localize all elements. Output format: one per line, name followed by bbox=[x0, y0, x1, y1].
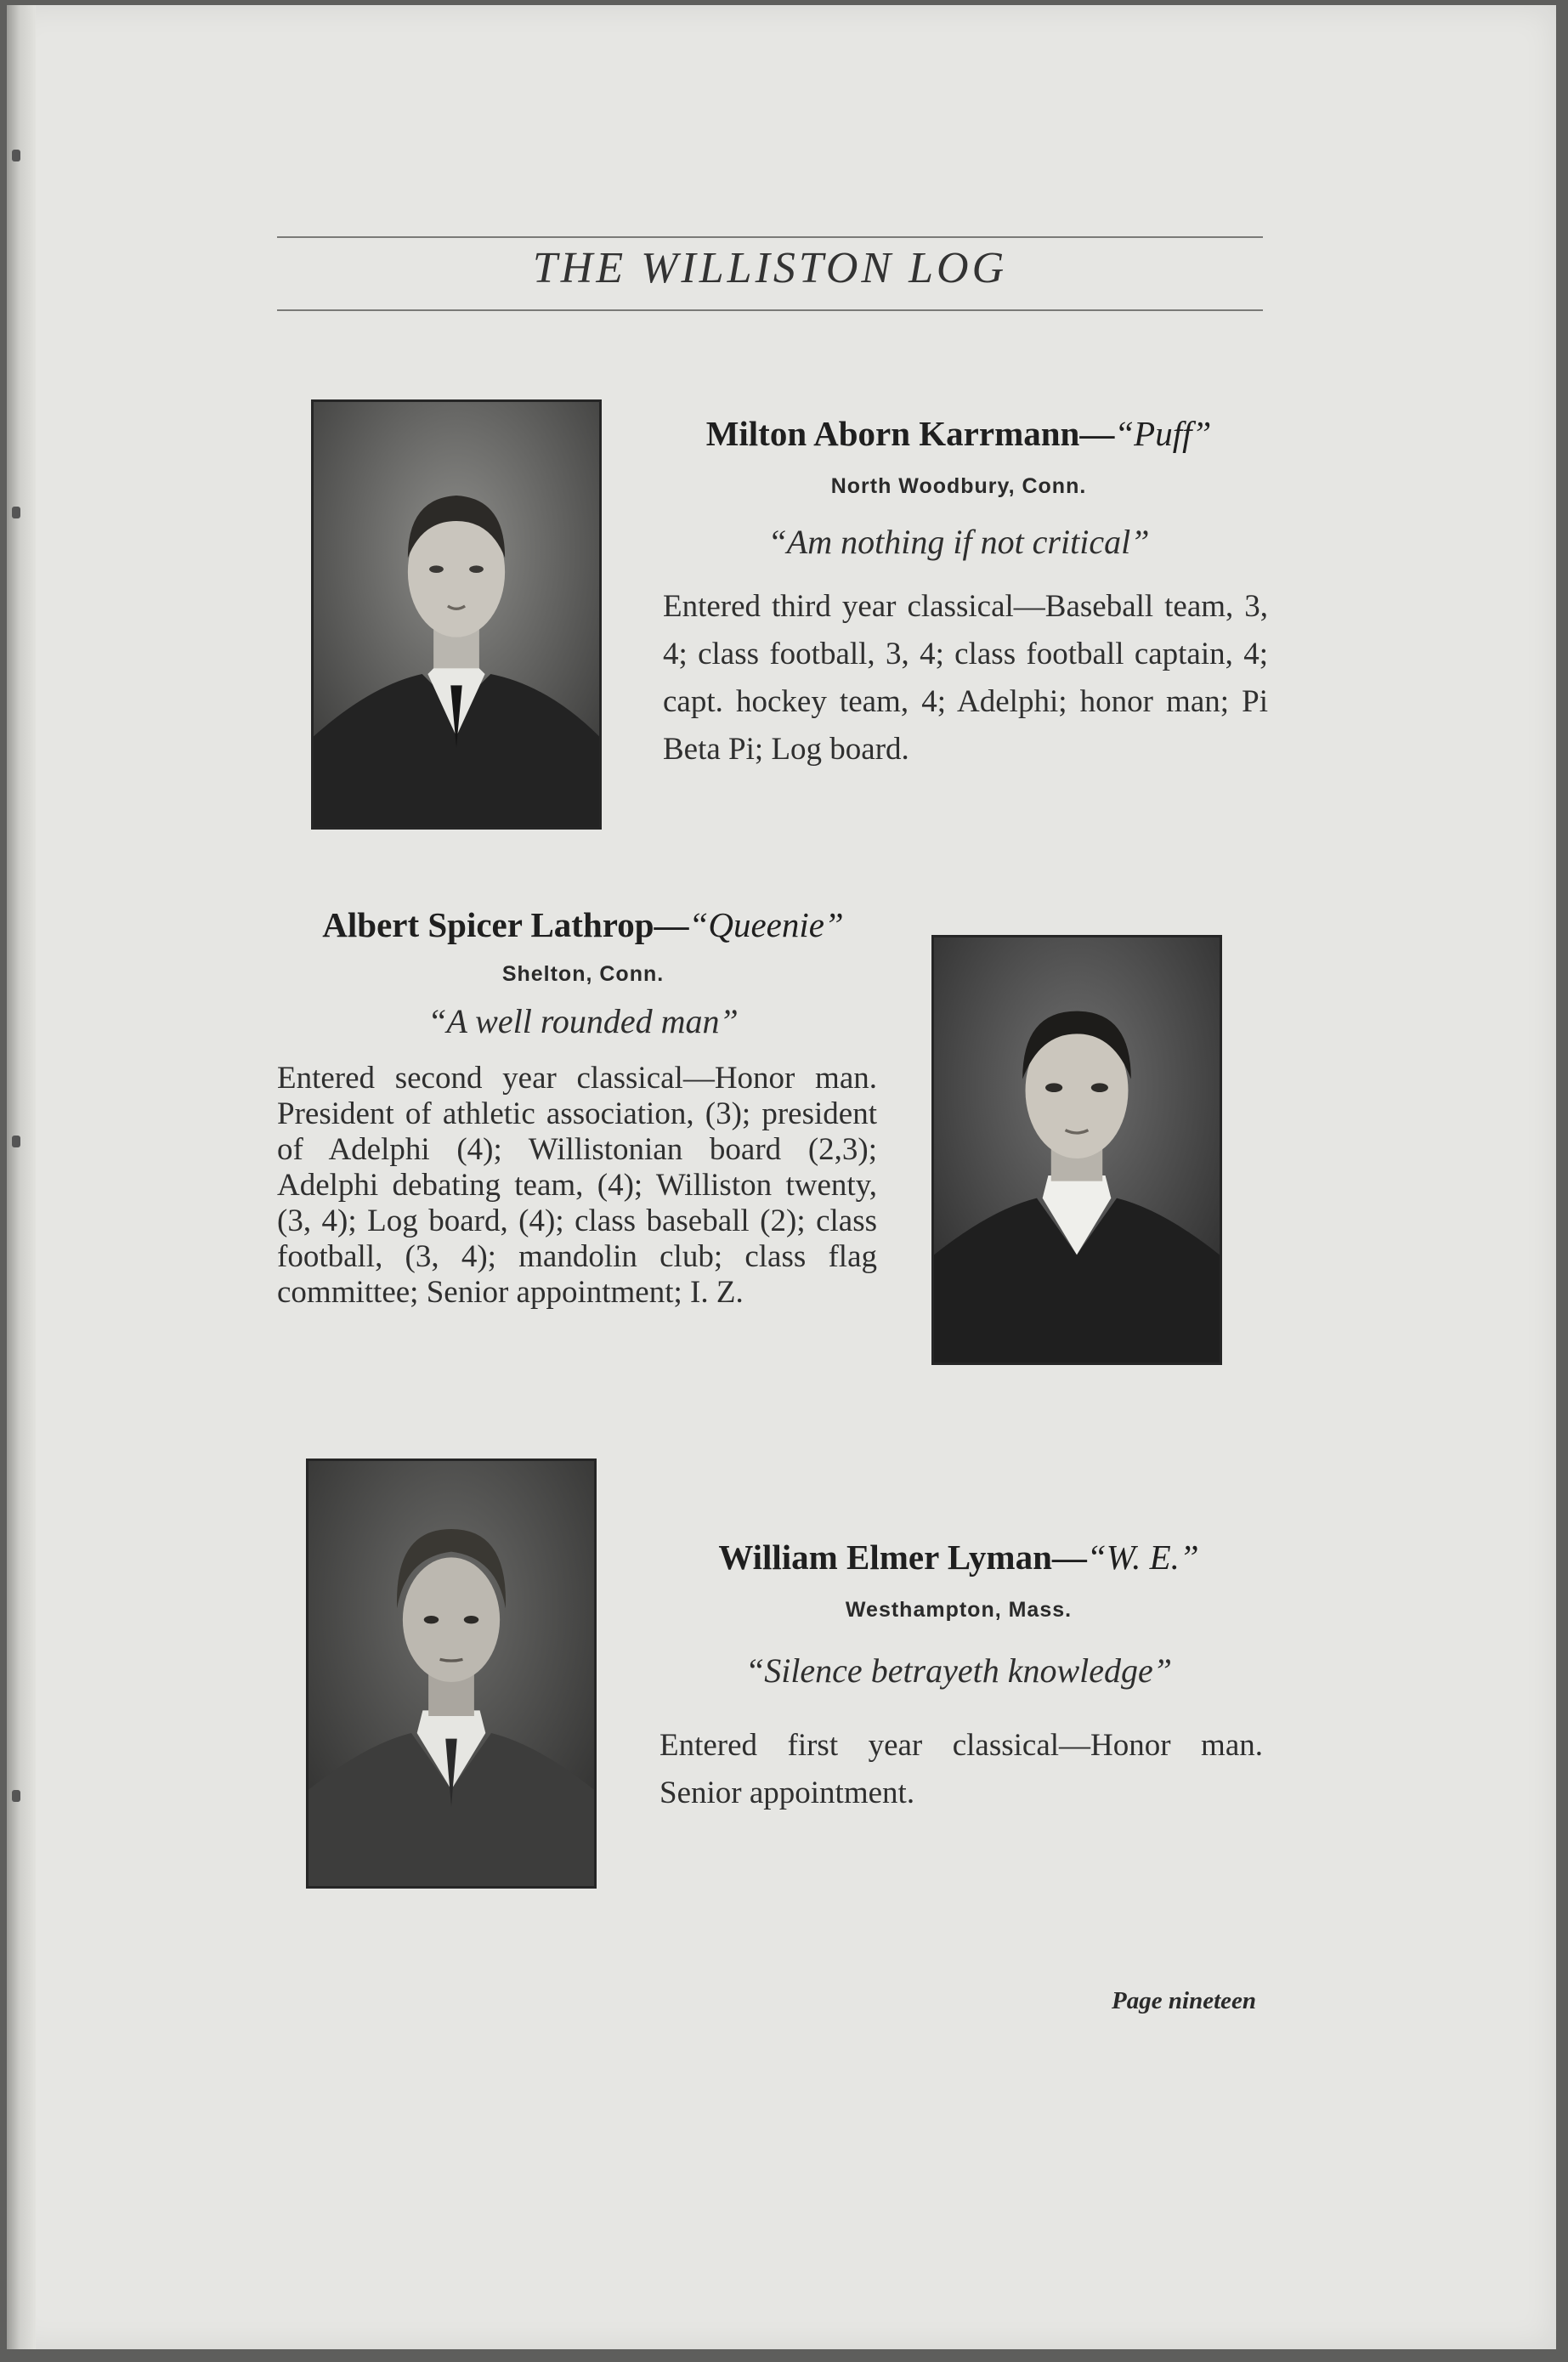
student-hometown: Shelton, Conn. bbox=[501, 962, 665, 986]
portrait-photo-lyman bbox=[306, 1459, 597, 1889]
page-number: Page nineteen bbox=[1112, 1987, 1256, 2014]
entry-name-line bbox=[653, 413, 1265, 454]
yearbook-page bbox=[7, 5, 1556, 2349]
binding-stitch bbox=[12, 150, 20, 161]
student-bio: Entered second year classical—Honor man. President of athletic association, (3); president of Adelphi (4); Willistonian board (2,3); Adelphi debating team, (4); Williston twenty, (3, 4); Log board, (4); class baseball (2); class football, (3, 4); mandolin club; class flag committee; Senior appointment; I. Z. bbox=[277, 1061, 877, 1310]
student-hometown: North Woodbury, Conn. bbox=[830, 474, 1087, 498]
binding-stitch bbox=[12, 507, 20, 518]
student-motto: “A well rounded man” bbox=[427, 1002, 739, 1040]
student-name: Milton Aborn Karrmann bbox=[705, 414, 1080, 453]
student-name: William Elmer Lyman bbox=[718, 1538, 1052, 1577]
header-top-rule bbox=[277, 236, 1263, 238]
portrait-photo-karrmann bbox=[311, 399, 602, 830]
student-nickname: “Puff” bbox=[1114, 414, 1212, 453]
student-motto: “Silence betrayeth knowledge” bbox=[744, 1651, 1173, 1690]
entry-name-line bbox=[653, 1537, 1265, 1577]
name-dash: — bbox=[654, 905, 689, 944]
student-motto: “Am nothing if not critical” bbox=[767, 523, 1150, 561]
student-nickname: “W. E.” bbox=[1086, 1538, 1199, 1577]
student-nickname: “Queenie” bbox=[688, 905, 844, 944]
portrait-image bbox=[314, 402, 599, 827]
binding-stitch bbox=[12, 1790, 20, 1802]
name-dash: — bbox=[1051, 1538, 1087, 1577]
header-bottom-rule bbox=[277, 309, 1263, 311]
student-bio: Entered first year classical—Honor man. Senior appointment. bbox=[659, 1728, 1263, 1810]
portrait-image bbox=[934, 937, 1220, 1362]
portrait-image bbox=[309, 1461, 594, 1886]
student-hometown: Westhampton, Mass. bbox=[845, 1598, 1073, 1622]
name-dash: — bbox=[1079, 414, 1115, 453]
page-binding bbox=[7, 5, 36, 2349]
binding-stitch bbox=[12, 1136, 20, 1147]
running-header: THE WILLISTON LOG bbox=[532, 244, 1008, 292]
student-bio: Entered third year classical—Baseball team, 3, 4; class football, 3, 4; class football captain, 4; capt. hockey team, 4; Adelphi; honor man; Pi Beta Pi; Log board. bbox=[663, 589, 1268, 767]
entry-name-line bbox=[277, 904, 889, 945]
student-name: Albert Spicer Lathrop bbox=[322, 905, 654, 944]
portrait-photo-lathrop bbox=[931, 935, 1222, 1365]
